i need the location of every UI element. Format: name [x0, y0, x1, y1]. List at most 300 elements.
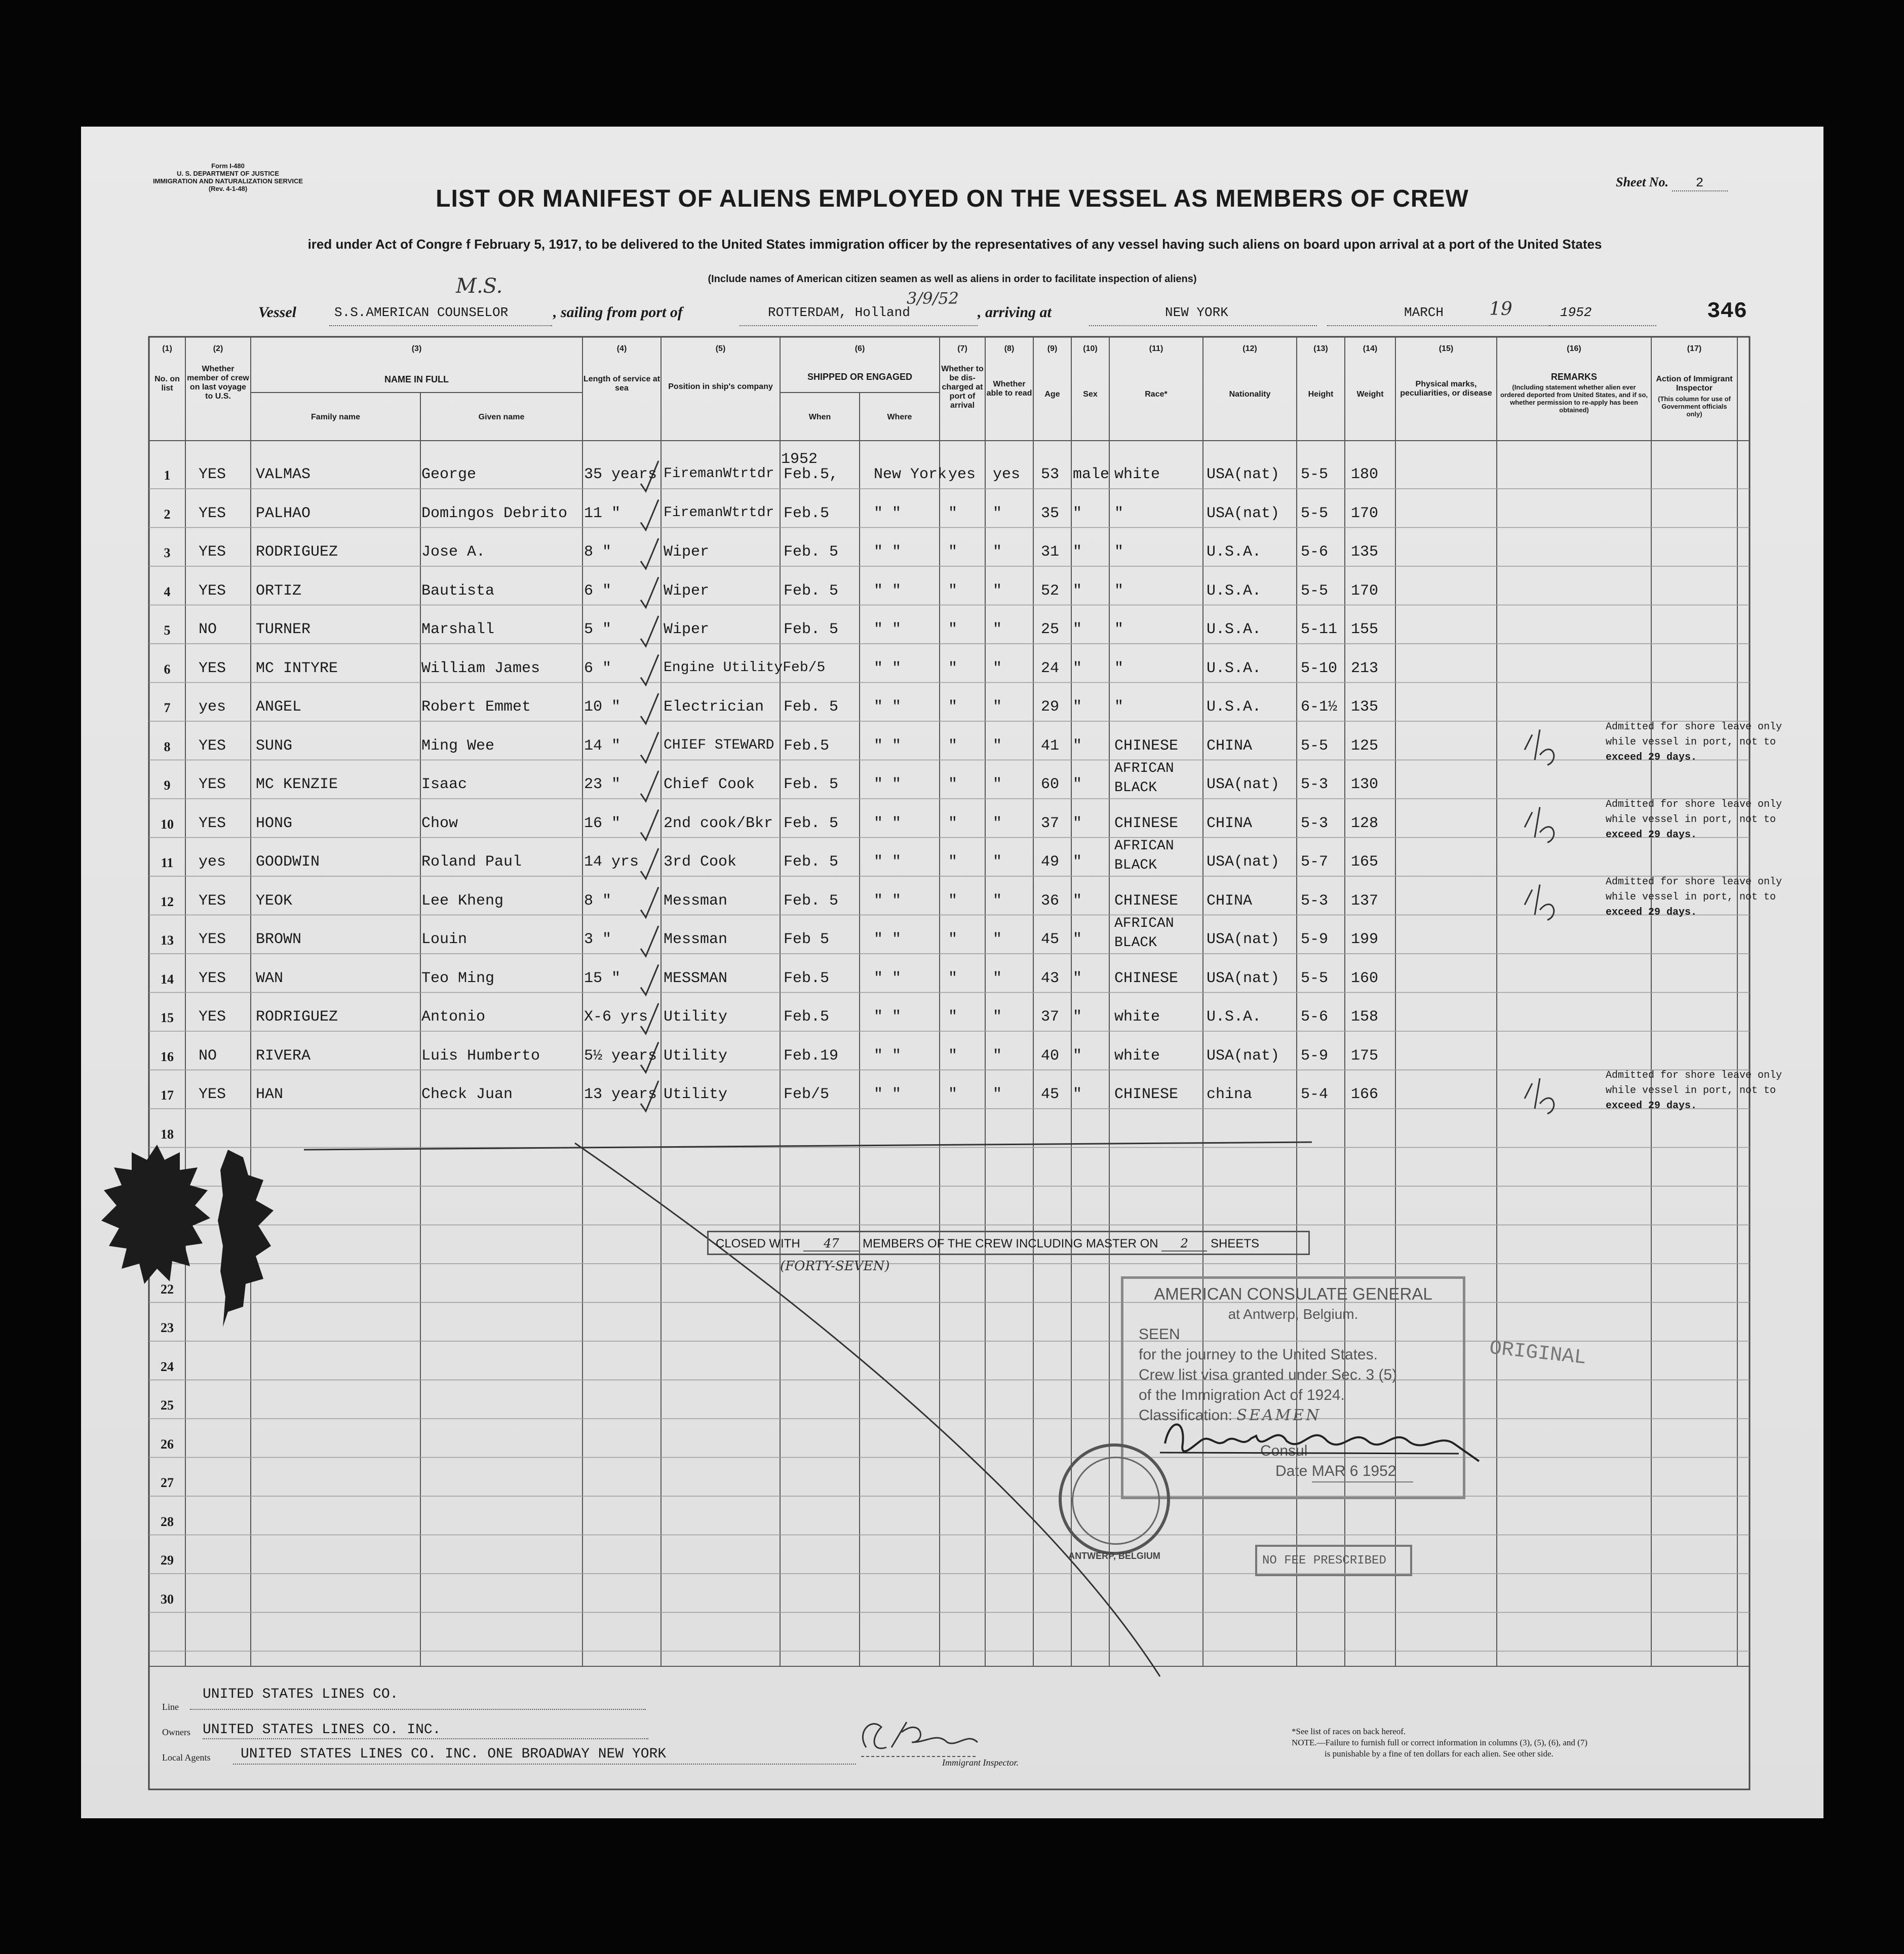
crew-sex: "	[1073, 582, 1082, 600]
crew-height: 5-5	[1301, 504, 1329, 522]
header-when: When	[808, 413, 831, 421]
crew-age: 49	[1041, 853, 1060, 871]
sheet-number-value: 2	[1672, 175, 1728, 191]
col-num-3: (3)	[411, 344, 422, 353]
closed-with-box	[707, 1231, 1310, 1255]
crew-position: Chief Cook	[664, 776, 755, 793]
crew-weight: 165	[1351, 853, 1379, 871]
crew-position: Messman	[664, 931, 728, 948]
form-number: Form I-480	[211, 162, 245, 170]
crew-weight: 155	[1351, 621, 1379, 638]
crew-nationality: USA(nat)	[1207, 969, 1280, 987]
crew-weight: 160	[1351, 969, 1379, 987]
check-mark	[641, 616, 658, 646]
crew-race-line-2: BLACK	[1114, 935, 1157, 951]
crew-given-name: Jose A.	[421, 543, 486, 561]
vessel-hand-note: M.S.	[456, 275, 503, 298]
check-mark	[641, 848, 658, 879]
consulate-seal	[1059, 1443, 1170, 1555]
crew-race: "	[1114, 698, 1124, 716]
col-num-5: (5)	[715, 344, 726, 353]
consul-label: Consul	[1260, 1442, 1308, 1459]
owners-value: UNITED STATES LINES CO. INC.	[203, 1722, 441, 1738]
line-label: Line	[162, 1702, 179, 1712]
crew-discharged: "	[948, 1008, 958, 1026]
crew-sex: "	[1073, 621, 1082, 638]
crew-height: 5-7	[1301, 853, 1329, 871]
crew-height: 5-11	[1301, 621, 1338, 638]
crew-given-name: Chow	[421, 814, 458, 832]
row-number: 2	[164, 506, 171, 522]
crew-service-length: 14 "	[584, 737, 621, 755]
crew-service-length: 5 "	[584, 621, 612, 638]
col-num-1: (1)	[162, 344, 172, 353]
crew-given-name: Antonio	[421, 1008, 486, 1026]
crew-race: "	[1114, 543, 1124, 561]
crew-shipped-where: " "	[874, 504, 902, 522]
crew-weight: 130	[1351, 776, 1379, 793]
crew-able-read: "	[993, 737, 1002, 755]
crew-member-last-voyage: YES	[199, 543, 226, 561]
crew-discharged: "	[948, 853, 958, 871]
ribbon-seal	[91, 1140, 223, 1322]
consulate-seen: SEEN	[1139, 1326, 1180, 1343]
crew-nationality: U.S.A.	[1207, 582, 1262, 600]
crew-nationality: USA(nat)	[1207, 853, 1280, 871]
crew-weight: 158	[1351, 1008, 1379, 1026]
check-mark	[641, 655, 658, 685]
inspector-signature	[851, 1712, 983, 1763]
crew-age: 31	[1041, 543, 1060, 561]
crew-age: 53	[1041, 466, 1060, 483]
arrival-day: 19	[1489, 299, 1512, 320]
crew-shipped-when: Feb. 5	[784, 582, 839, 600]
footer-note-1: *See list of races on back hereof.	[1292, 1727, 1406, 1736]
crew-discharged: "	[948, 814, 958, 832]
crew-weight: 135	[1351, 698, 1379, 716]
line-value: UNITED STATES LINES CO.	[203, 1687, 399, 1702]
row-number: 12	[161, 894, 174, 909]
crew-race: AFRICAN	[1114, 761, 1174, 776]
crew-nationality: CHINA	[1207, 814, 1253, 832]
crew-age: 41	[1041, 737, 1060, 755]
crew-able-read: "	[993, 776, 1002, 793]
header-action-note: (This column for use of Government officials only)	[1658, 395, 1731, 418]
crew-shipped-when: Feb. 5	[784, 853, 839, 871]
crew-family-name: BROWN	[256, 931, 302, 948]
crew-shipped-when: Feb.5	[784, 504, 830, 522]
crew-discharged: "	[948, 737, 958, 755]
crew-given-name: Robert Emmet	[421, 698, 531, 716]
crew-sex: "	[1073, 1008, 1082, 1026]
row-number: 9	[164, 778, 171, 793]
crew-shipped-when: Feb.5	[784, 969, 830, 987]
crew-service-length: 8 "	[584, 892, 612, 910]
crew-sex: "	[1073, 1047, 1082, 1065]
stamp-date-label: Date	[1275, 1463, 1308, 1479]
crew-nationality: U.S.A.	[1207, 543, 1262, 561]
closed-middle: MEMBERS OF THE CREW INCLUDING MASTER ON	[863, 1237, 1158, 1250]
crew-sex: "	[1073, 737, 1082, 755]
header-action: Action of Immigrant Inspector	[1656, 375, 1733, 393]
crew-age: 40	[1041, 1047, 1060, 1065]
crew-position: Utility	[664, 1086, 728, 1103]
crew-race-line-2: BLACK	[1114, 780, 1157, 796]
owners-label: Owners	[162, 1727, 190, 1737]
header-able-read: Whether able to read	[986, 380, 1032, 398]
crew-race: AFRICAN	[1114, 916, 1174, 931]
crew-service-length: 16 "	[584, 814, 621, 832]
crew-position: CHIEF STEWARD	[664, 737, 774, 753]
crew-position: FiremanWtrtdr	[664, 466, 774, 482]
crew-race: CHINESE	[1114, 969, 1179, 987]
crew-race: AFRICAN	[1114, 838, 1174, 854]
inspector-label: Immigrant Inspector.	[942, 1757, 1019, 1768]
crew-family-name: TURNER	[256, 621, 311, 638]
crew-given-name: George	[421, 466, 477, 483]
crew-weight: 180	[1351, 466, 1379, 483]
crew-race: "	[1114, 582, 1124, 600]
crew-race: "	[1114, 504, 1124, 522]
crew-weight: 128	[1351, 814, 1379, 832]
crew-given-name: Louin	[421, 931, 468, 948]
crew-shipped-where: " "	[874, 737, 902, 755]
row-number: 6	[164, 661, 171, 677]
crew-family-name: RIVERA	[256, 1047, 311, 1065]
closed-suffix: SHEETS	[1210, 1237, 1259, 1250]
crew-nationality: U.S.A.	[1207, 698, 1262, 716]
footer-note-2: NOTE.—Failure to furnish full or correct information in columns (3), (5), (6), and (7)	[1292, 1738, 1587, 1747]
crew-shipped-where: " "	[874, 543, 902, 561]
check-mark	[641, 771, 658, 801]
row-number: 16	[161, 1049, 174, 1064]
consulate-line-2: Crew list visa granted under Sec. 3 (5)	[1139, 1366, 1397, 1383]
crew-shipped-when: Feb. 5	[784, 698, 839, 716]
row-number: 14	[161, 971, 174, 987]
crew-member-last-voyage: YES	[199, 969, 226, 987]
crew-family-name: MC INTYRE	[256, 659, 338, 677]
consulate-place: at Antwerp, Belgium.	[1228, 1306, 1358, 1322]
crew-member-last-voyage: YES	[199, 582, 226, 600]
row-number: 23	[161, 1320, 174, 1335]
crew-service-length: 35 years	[584, 466, 657, 483]
crew-discharged: "	[948, 1047, 958, 1065]
crew-service-length: 11 "	[584, 504, 621, 522]
crew-shipped-when: Feb.19	[784, 1047, 839, 1065]
crew-shipped-when: Feb. 5	[784, 621, 839, 638]
row-number: 3	[164, 545, 171, 560]
crew-discharged: "	[948, 621, 958, 638]
crew-able-read: "	[993, 1047, 1002, 1065]
crew-weight: 137	[1351, 892, 1379, 910]
crew-family-name: HAN	[256, 1086, 284, 1103]
crew-shipped-where: " "	[874, 621, 902, 638]
crew-discharged: yes	[948, 466, 976, 483]
crew-member-last-voyage: YES	[199, 931, 226, 948]
crew-able-read: "	[993, 621, 1002, 638]
crew-nationality: U.S.A.	[1207, 1008, 1262, 1026]
crew-shipped-where: New York	[874, 466, 947, 483]
crew-nationality: U.S.A.	[1207, 659, 1262, 677]
crew-given-name: Check Juan	[421, 1086, 513, 1103]
crew-shipped-when: Feb. 5	[784, 814, 839, 832]
crew-age: 36	[1041, 892, 1060, 910]
crew-able-read: yes	[993, 466, 1021, 483]
row-number: 17	[161, 1088, 174, 1103]
vessel-underline	[329, 325, 552, 326]
crew-height: 6-1½	[1301, 698, 1338, 716]
crew-position: Utility	[664, 1047, 728, 1065]
port-date-note: 3/9/52	[907, 289, 959, 308]
check-mark	[641, 810, 658, 840]
crew-service-length: 5½ years	[584, 1047, 657, 1065]
crew-shipped-where: " "	[874, 892, 902, 910]
check-mark	[641, 926, 658, 956]
crew-weight: 166	[1351, 1086, 1379, 1103]
crew-family-name: HONG	[256, 814, 293, 832]
ribbon-seal-2	[208, 1145, 284, 1332]
arriving-underline	[1089, 325, 1317, 326]
crew-height: 5-10	[1301, 659, 1338, 677]
consul-signature	[1155, 1413, 1489, 1469]
arriving-port: NEW YORK	[1165, 305, 1228, 320]
crew-weight: 213	[1351, 659, 1379, 677]
revision: (Rev. 4-1-48)	[208, 185, 248, 192]
crew-family-name: VALMAS	[256, 466, 311, 483]
crew-position: Messman	[664, 892, 728, 910]
closed-count-words: (FORTY-SEVEN)	[780, 1259, 890, 1274]
check-mark	[641, 732, 658, 763]
arrival-month: MARCH	[1404, 305, 1444, 320]
crew-position: Electrician	[664, 698, 764, 716]
row-number: 28	[161, 1514, 174, 1529]
classification-label: Classification:	[1139, 1407, 1233, 1424]
check-mark	[641, 693, 658, 724]
consulate-line-1: for the journey to the United States.	[1139, 1346, 1378, 1363]
agents-underline	[233, 1764, 856, 1765]
crew-height: 5-5	[1301, 466, 1329, 483]
header-length-service: Length of service at sea	[583, 375, 660, 393]
row-number: 15	[161, 1010, 174, 1025]
row-number: 8	[164, 739, 171, 754]
consulate-line-3: of the Immigration Act of 1924.	[1139, 1387, 1345, 1403]
col-num-14: (14)	[1363, 344, 1378, 353]
crew-discharged: "	[948, 1086, 958, 1103]
crew-position: MESSMAN	[664, 969, 728, 987]
crew-nationality: U.S.A.	[1207, 621, 1262, 638]
closed-prefix: CLOSED WITH	[716, 1237, 800, 1250]
shipped-year-note: 1952	[781, 451, 818, 468]
col-num-12: (12)	[1242, 344, 1257, 353]
crew-sex: "	[1073, 931, 1082, 948]
crew-family-name: ORTIZ	[256, 582, 302, 600]
port-underline	[740, 325, 978, 326]
row-number: 7	[164, 700, 171, 715]
crew-discharged: "	[948, 504, 958, 522]
crew-service-length: X-6 yrs	[584, 1008, 648, 1026]
crew-member-last-voyage: YES	[199, 1086, 226, 1103]
crew-member-last-voyage: YES	[199, 504, 226, 522]
crew-race: CHINESE	[1114, 814, 1179, 832]
header-age: Age	[1044, 390, 1060, 399]
check-mark	[641, 887, 658, 918]
crew-member-last-voyage: YES	[199, 659, 226, 677]
row-number: 24	[161, 1359, 174, 1374]
year-underline	[1550, 325, 1656, 326]
crew-shipped-where: " "	[874, 1008, 902, 1026]
crew-given-name: Lee Kheng	[421, 892, 504, 910]
row-number: 10	[161, 816, 174, 832]
remark-line: exceed 29 days.	[1606, 751, 1697, 763]
crew-able-read: "	[993, 543, 1002, 561]
closed-sheets: 2	[1161, 1236, 1207, 1252]
row-number: 26	[161, 1436, 174, 1452]
crew-race: "	[1114, 621, 1124, 638]
col-num-10: (10)	[1083, 344, 1098, 353]
col-num-13: (13)	[1313, 344, 1328, 353]
crew-age: 60	[1041, 776, 1060, 793]
crew-weight: 199	[1351, 931, 1379, 948]
crew-given-name: Bautista	[421, 582, 495, 600]
crew-able-read: "	[993, 969, 1002, 987]
sheet-number-label: Sheet No.	[1616, 175, 1668, 189]
crew-family-name: GOODWIN	[256, 853, 320, 871]
crew-able-read: "	[993, 853, 1002, 871]
crew-age: 43	[1041, 969, 1060, 987]
header-physical-marks: Physical marks, peculiarities, or disease	[1400, 380, 1492, 398]
crew-position: Wiper	[664, 582, 710, 600]
original-stamp: ORIGINAL	[1488, 1337, 1587, 1370]
crew-height: 5-4	[1301, 1086, 1329, 1103]
remark-line: exceed 29 days.	[1606, 829, 1697, 841]
check-mark	[641, 538, 658, 569]
manifest-sheet	[81, 127, 1823, 1818]
crew-given-name: Isaac	[421, 776, 468, 793]
crew-nationality: USA(nat)	[1207, 466, 1280, 483]
crew-age: 24	[1041, 659, 1060, 677]
check-mark	[641, 500, 658, 530]
crew-sex: "	[1073, 698, 1082, 716]
crew-weight: 175	[1351, 1047, 1379, 1065]
page-number: 346	[1707, 299, 1747, 324]
crew-able-read: "	[993, 814, 1002, 832]
crew-race: white	[1114, 466, 1160, 483]
row-number: 1	[164, 468, 171, 483]
crew-family-name: ANGEL	[256, 698, 302, 716]
crew-nationality: USA(nat)	[1207, 504, 1280, 522]
crew-height: 5-9	[1301, 931, 1329, 948]
crew-shipped-where: " "	[874, 1086, 902, 1103]
crew-position: Utility	[664, 1008, 728, 1026]
crew-shipped-when: Feb. 5	[784, 543, 839, 561]
row-number: 25	[161, 1398, 174, 1413]
col-num-11: (11)	[1149, 344, 1163, 353]
crew-shipped-when: Feb. 5	[784, 892, 839, 910]
col-num-7: (7)	[957, 344, 967, 353]
document-subtitle: ired under Act of Congre f February 5, 1917, to be delivered to the United States immigration officer by the representatives of any vessel having such aliens on board upon arrival at a port of the United States	[307, 237, 1602, 252]
crew-nationality: CHINA	[1207, 737, 1253, 755]
line-underline	[190, 1709, 646, 1710]
crew-age: 29	[1041, 698, 1060, 716]
col-num-17: (17)	[1687, 344, 1702, 353]
header-height: Height	[1308, 390, 1334, 399]
crew-service-length: 8 "	[584, 543, 612, 561]
date-underline	[1327, 325, 1550, 326]
header-shipped-engaged: SHIPPED OR ENGAGED	[807, 372, 913, 382]
crew-shipped-where: " "	[874, 776, 902, 793]
consulate-title: AMERICAN CONSULATE GENERAL	[1154, 1284, 1432, 1303]
document-subtitle-note: (Include names of American citizen seamen as well as aliens in order to facilitate inspection of aliens)	[708, 273, 1197, 285]
row-number: 29	[161, 1553, 174, 1568]
crew-position: Engine UtilityFeb/5	[664, 659, 826, 676]
crew-sex: "	[1073, 504, 1082, 522]
crew-given-name: Ming Wee	[421, 737, 495, 755]
arriving-label: , arriving at	[978, 304, 1052, 321]
crew-family-name: MC KENZIE	[256, 776, 338, 793]
row-number: 13	[161, 933, 174, 948]
crew-shipped-when: Feb. 5	[784, 776, 839, 793]
crew-able-read: "	[993, 1008, 1002, 1026]
check-mark	[641, 577, 658, 608]
remark-line: Admitted for shore leave only	[1606, 1070, 1782, 1081]
header-sex: Sex	[1083, 390, 1098, 399]
crew-age: 45	[1041, 1086, 1060, 1103]
header-position: Position in ship's company	[668, 382, 773, 391]
stamp-date: MAR 6 1952	[1312, 1461, 1413, 1482]
crew-position: 2nd cook/Bkr	[664, 814, 773, 832]
check-mark	[641, 965, 658, 995]
remark-line: while vessel in port, not to	[1606, 891, 1776, 903]
crew-shipped-when: Feb.5,	[784, 466, 839, 483]
crew-age: 45	[1041, 931, 1060, 948]
crew-discharged: "	[948, 969, 958, 987]
crew-sex: "	[1073, 776, 1082, 793]
crew-age: 35	[1041, 504, 1060, 522]
crew-able-read: "	[993, 1086, 1002, 1103]
row-number: 5	[164, 623, 171, 638]
crew-shipped-where: " "	[874, 969, 902, 987]
crew-race: CHINESE	[1114, 737, 1179, 755]
row-number: 22	[161, 1281, 174, 1297]
remark-line: Admitted for shore leave only	[1606, 721, 1782, 733]
col-num-15: (15)	[1439, 344, 1454, 353]
crew-able-read: "	[993, 504, 1002, 522]
arrival-year: 1952	[1560, 305, 1592, 320]
crew-height: 5-5	[1301, 582, 1329, 600]
header-discharged: Whether to be dis-charged at port of arrival	[941, 365, 984, 410]
crew-shipped-when: Feb/5	[784, 1086, 830, 1103]
crew-service-length: 15 "	[584, 969, 621, 987]
crew-nationality: USA(nat)	[1207, 776, 1280, 793]
crew-shipped-where: " "	[874, 659, 902, 677]
remark-line: while vessel in port, not to	[1606, 813, 1776, 826]
header-name-in-full: NAME IN FULL	[384, 374, 449, 384]
crew-member-last-voyage: YES	[199, 776, 226, 793]
row-number: 11	[161, 855, 174, 870]
crew-discharged: "	[948, 698, 958, 716]
crew-member-last-voyage: NO	[199, 1047, 217, 1065]
crew-weight: 170	[1351, 582, 1379, 600]
crew-shipped-where: " "	[874, 814, 902, 832]
crew-height: 5-6	[1301, 543, 1329, 561]
remark-line: Admitted for shore leave only	[1606, 876, 1782, 888]
crew-service-length: 14 yrs	[584, 853, 639, 871]
closed-count: 47	[803, 1236, 859, 1252]
crew-able-read: "	[993, 659, 1002, 677]
crew-discharged: "	[948, 543, 958, 561]
crew-member-last-voyage: YES	[199, 1008, 226, 1026]
agents-value: UNITED STATES LINES CO. INC. ONE BROADWAY NEW YORK	[241, 1746, 667, 1762]
